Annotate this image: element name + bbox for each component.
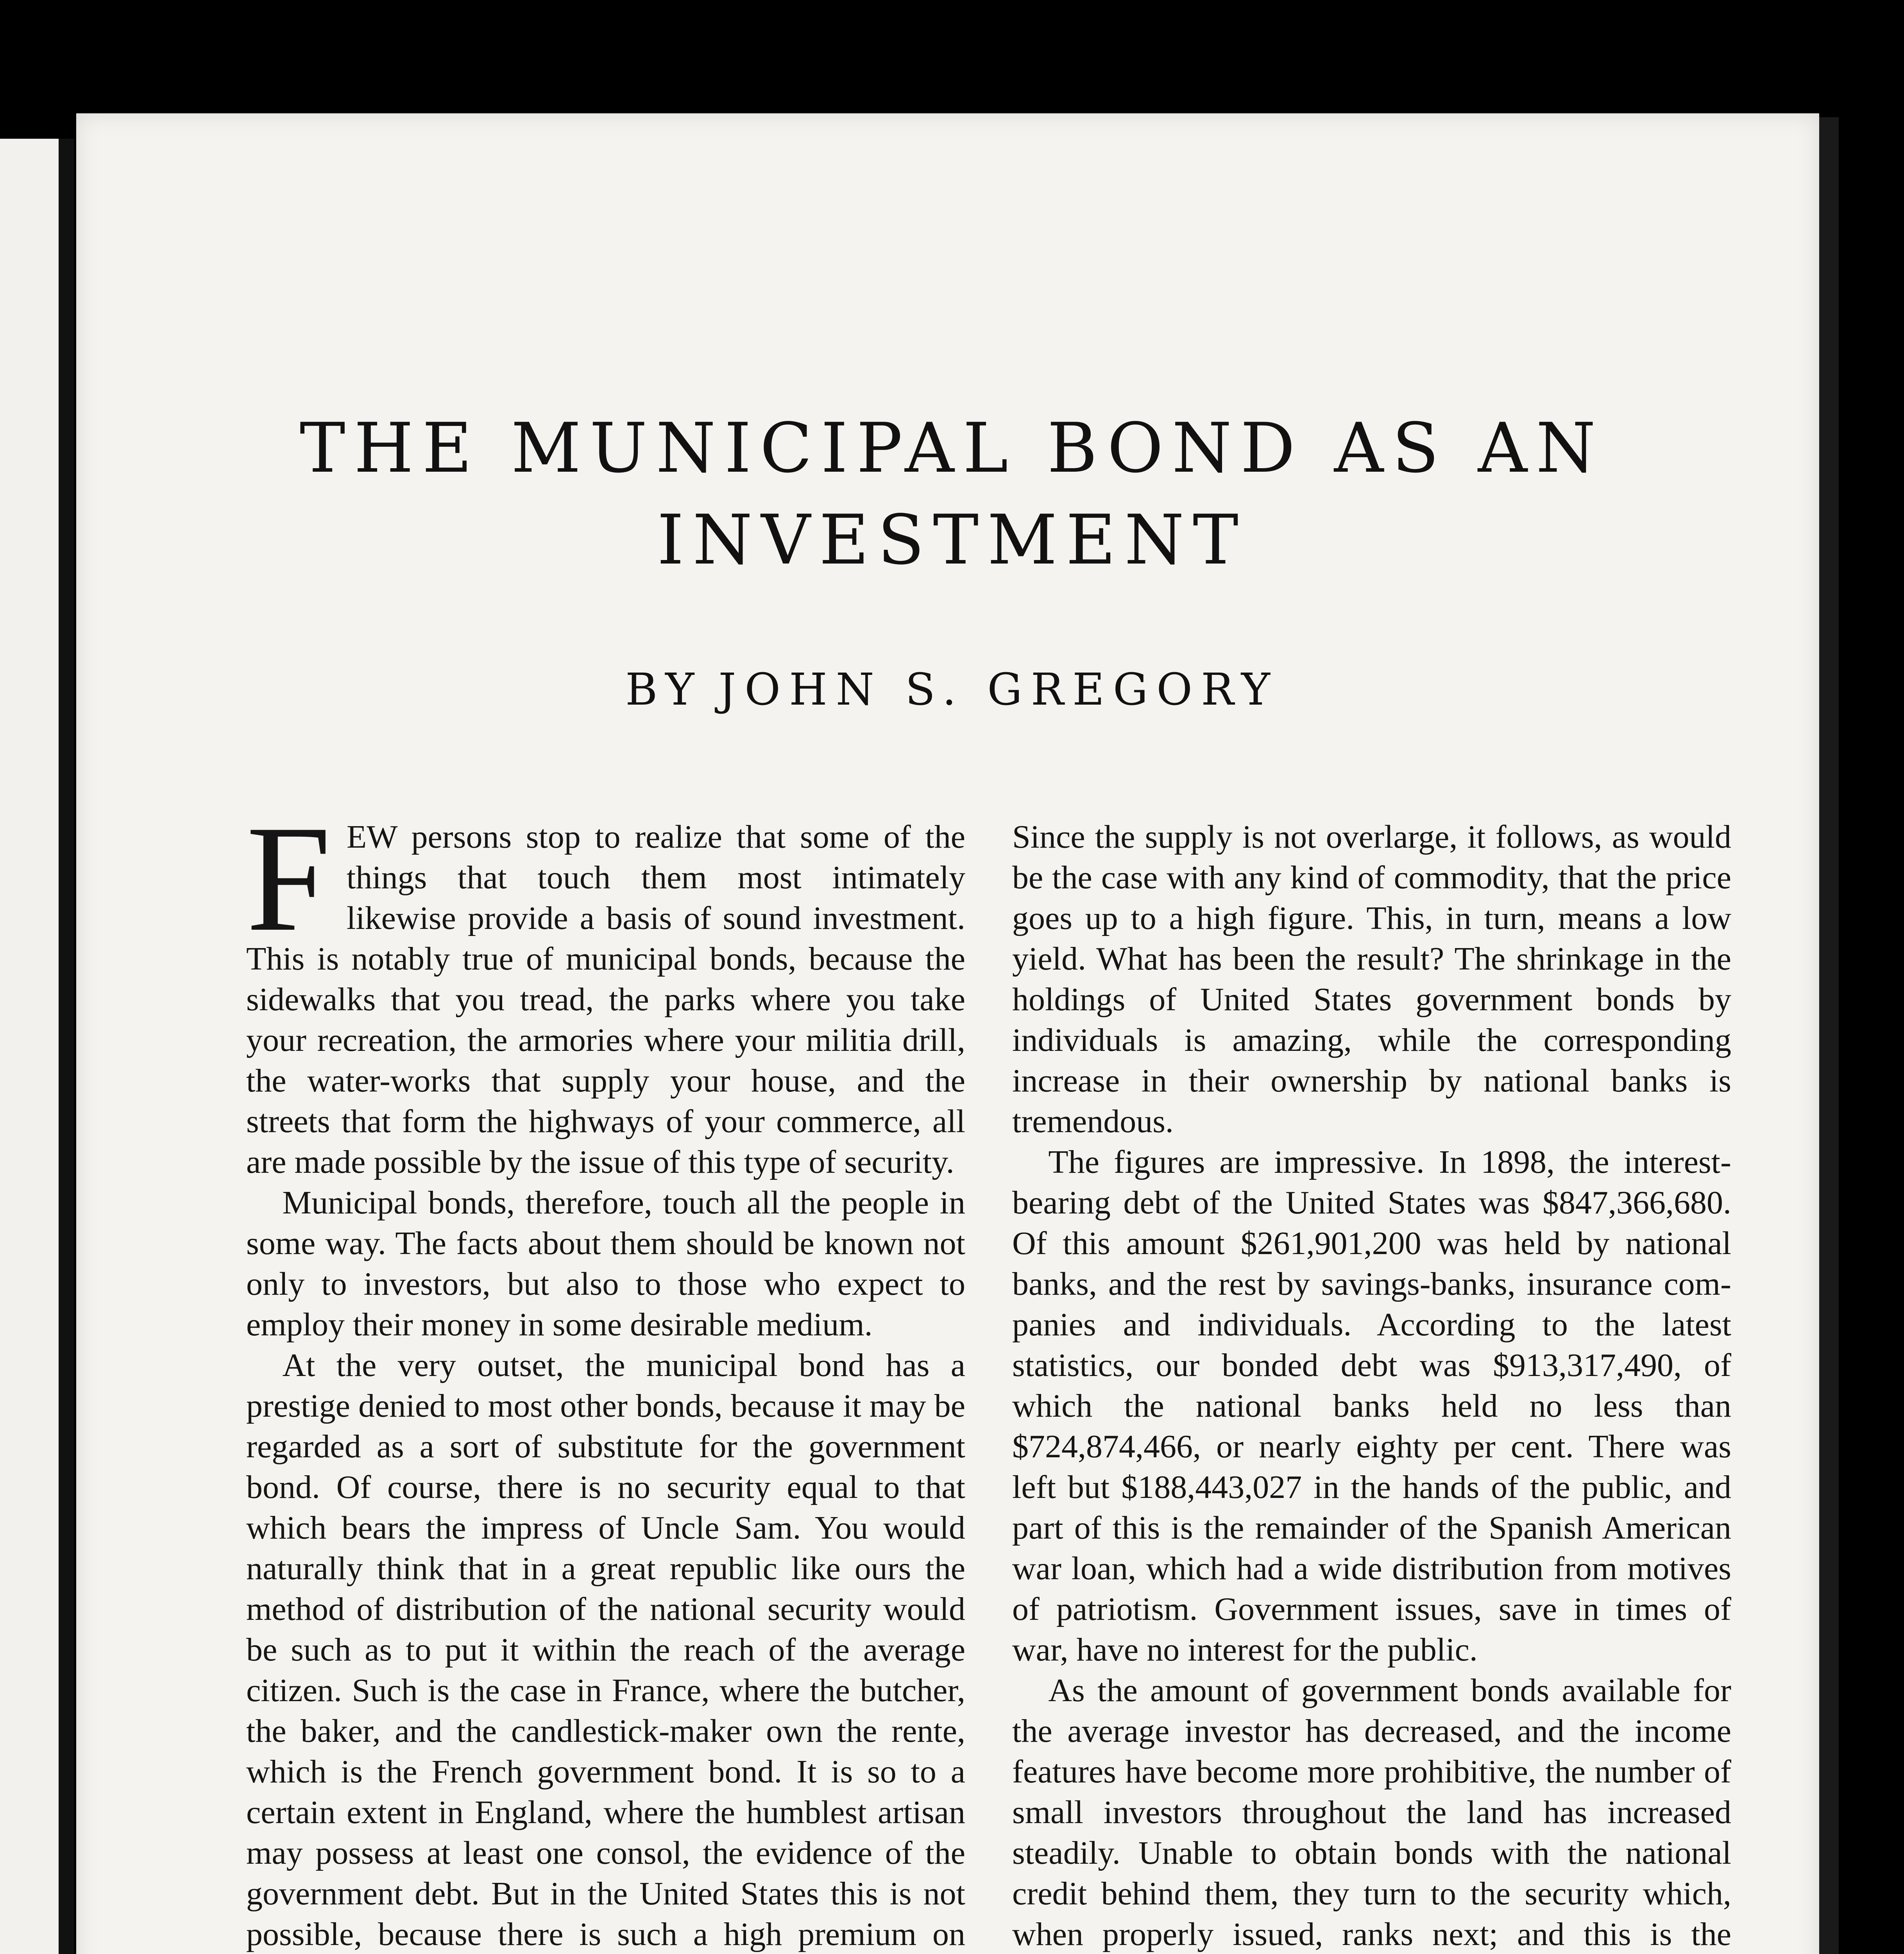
byline-prefix: BY [625,664,703,715]
drop-cap: F [246,794,331,963]
left-column [246,794,965,1954]
article-title-line-2: INVESTMENT [657,501,1247,580]
paragraph: The figures are impressive. In 1898, the interest-bearing debt of the United States was $847,366,680. Of this amount $261,901,200 was held by national banks, and the rest by savings-banks, insurance companies and individuals. According to the latest statistics, our bonded debt was $913,317,490, of which the national banks held no less than $724,874,466, or nearly eighty per cent. There was left but $188,443,027 in the hands of the public, and part of this is the remainder of the Spanish American war loan, which had a wide distribution from motives of patriotism. Government issues, save in times of war, have no interest for the public. [1012,1144,1731,1668]
paragraph: At the very outset, the municipal bond has a prestige denied to most other bonds, because it may be regarded as a sort of substitute for the government bond. Of course, there is no security equal to that which bears the impress of Uncle Sam. You would naturally think that in a great republic like ours the method of distribution of the national security would be such as to put it within the reach of the average citizen. Such is the case in France, where the butcher, the baker, and the candlestick-maker own the rente, which is the French government bond. It is so to a certain extent in England, where the humblest artisan may possess at least one consol, the evidence of the government debt. But in the United States this is not possible, because there is such a high premium on [246,1347,965,1952]
byline [0,664,1904,715]
paragraph [246,794,965,1183]
paragraph: Since the supply is not overlarge, it follows, as would be the case with any kind of commodity, that the price goes up to a high figure. This, in turn, means a low yield. What has been the result? The shrinkage in the holdings of United States government bonds by individuals is amazing, while the corresponding increase in their ownership by national banks is tremendous. [1012,819,1731,1140]
page-edge-shadow [1819,117,1839,1954]
article-title-line-1: THE MUNICIPAL BOND AS AN [299,409,1605,488]
paragraph-text: EW persons stop to realize that some of the things that touch them most intimately likewise provide a basis of sound investment. This is notably true of municipal bonds, because the sidewalks that you tread, the parks where you take your recreation, the armories where your militia drill, the water-works that supply your house, and the streets that form the highways of your commerce, all are made possible by the issue of this type of security. [246,819,965,1180]
paragraph: Municipal bonds, therefore, touch all the people in some way. The facts about them should be known not only to investors, but also to those who expect to employ their money in some desirable medium. [246,1185,965,1343]
right-column [1012,817,1731,1954]
author-name: JOHN S. GREGORY [718,664,1279,715]
paragraph: As the amount of government bonds available for the average investor has decreased, and the income features have become more prohibitive, the number of small investors throughout the land has increased steadily. Unable to obtain bonds with the national credit behind them, they turn to the security which, when properly issued, ranks next; and this is the [1012,1672,1731,1952]
